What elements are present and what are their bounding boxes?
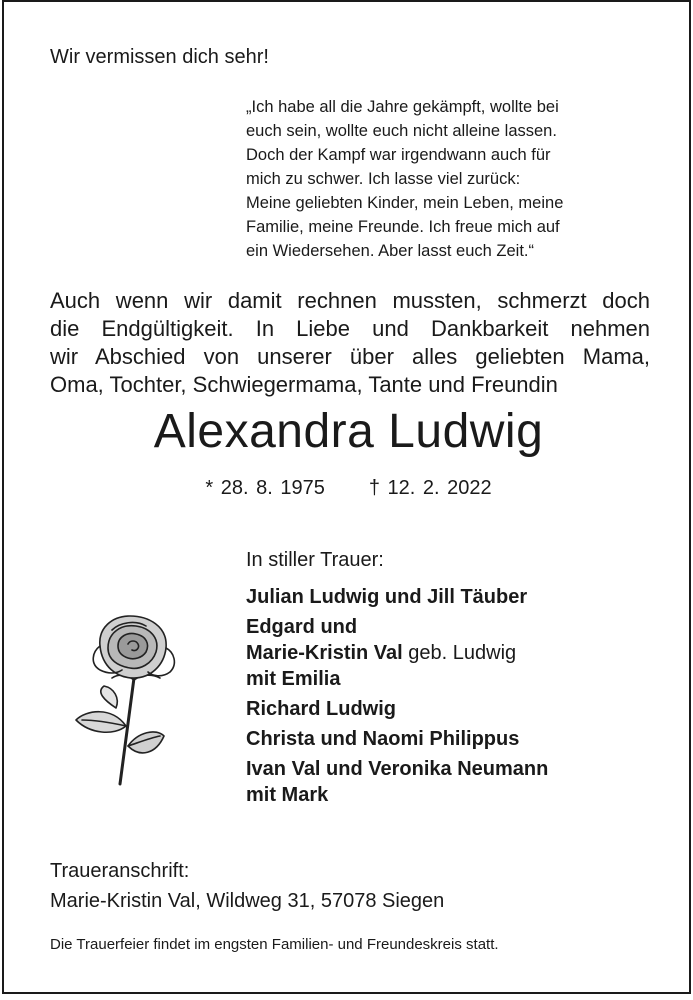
intro-paragraph [50,287,650,399]
mourner-line: Richard Ludwig [246,698,396,720]
intro-line: wir Abschied von unserer über alles geliebten Mama, [50,344,650,369]
mourner-line: Christa und Naomi Philippus [246,728,520,750]
quote-line: euch sein, wollte euch nicht alleine lassen. [246,122,557,140]
quote-line: ein Wiedersehen. Aber lasst euch Zeit.“ [246,242,534,260]
address-label: Traueranschrift: [50,860,190,882]
intro-line: Auch wenn wir damit rechnen mussten, schmerzt doch [50,288,650,313]
address-value: Marie-Kristin Val, Wildweg 31, 57078 Siegen [50,890,445,912]
intro-line: die Endgültigkeit. In Liebe und Dankbarkeit nehmen [50,316,650,341]
quote-line: mich zu schwer. Ich lasse viel zurück: [246,170,521,188]
quote-block [246,95,646,263]
quote-line: Meine geliebten Kinder, mein Leben, meine [246,194,564,212]
quote-line: Doch der Kampf war irgendwann auch für [246,146,551,164]
mourners-list [246,582,666,810]
deceased-name: Alexandra Ludwig [153,405,544,458]
mourner-line: Ivan Val und Veronika Neumann [246,758,549,780]
obituary-page [2,0,691,994]
mourner-name: Marie-Kristin Val [246,642,403,664]
mourner-line: Edgard und [246,616,358,638]
mourner-note: geb. Ludwig [408,642,517,664]
mourner-line: mit Emilia [246,668,341,690]
opening-line: Wir vermissen dich sehr! [50,46,269,68]
footer-note: Die Trauerfeier findet im engsten Familien- und Freundeskreis statt. [50,936,499,953]
quote-line: „Ich habe all die Jahre gekämpft, wollte bei [246,98,559,116]
birth-date: * 28. 8. 1975 [205,477,325,499]
death-date: † 12. 2. 2022 [368,477,492,499]
quote-line: Familie, meine Freunde. Ich freue mich auf [246,218,560,236]
rose-icon [42,608,202,788]
life-dates [4,477,693,500]
intro-line: Oma, Tochter, Schwiegermama, Tante und Freundin [50,372,558,397]
mourning-title: In stiller Trauer: [246,549,384,571]
mourner-line: mit Mark [246,784,329,806]
mourner-line: Julian Ludwig und Jill Täuber [246,586,528,608]
